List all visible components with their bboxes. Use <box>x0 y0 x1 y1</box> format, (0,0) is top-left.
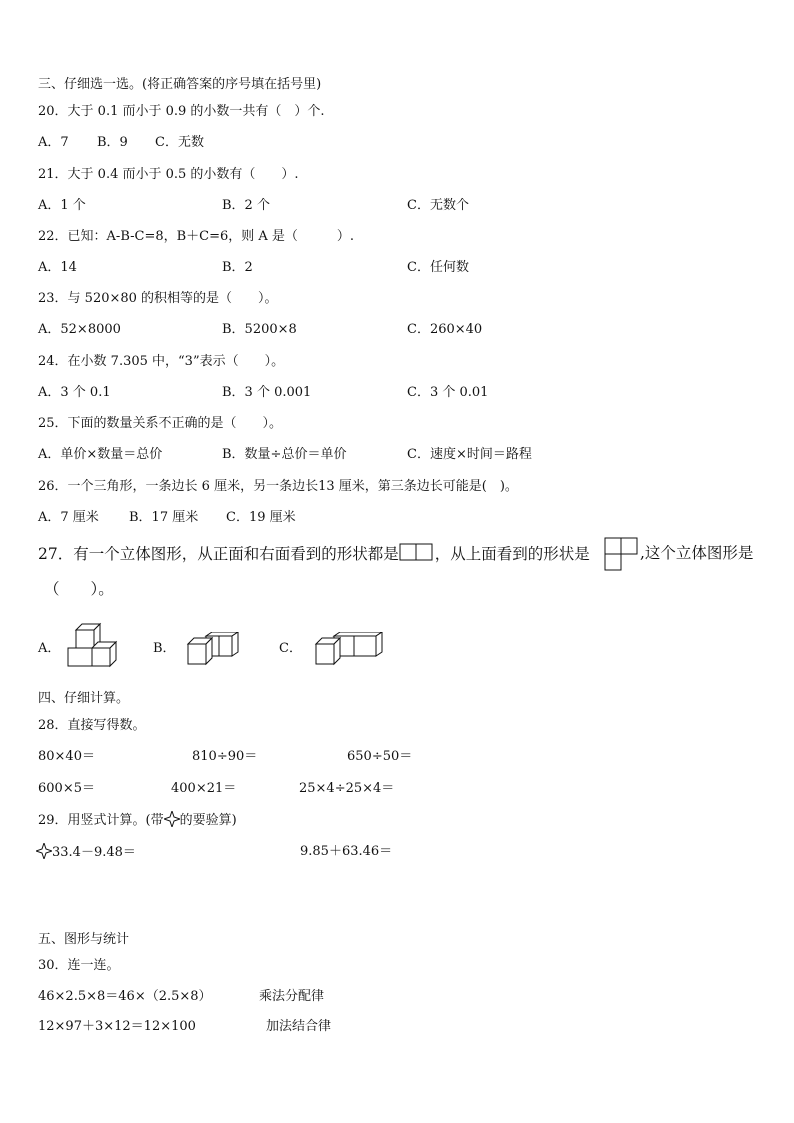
q29-stem-after: 的要验算) <box>179 813 237 828</box>
q23-option-a: A．52×8000 <box>38 322 121 337</box>
q28-item: 650÷50＝ <box>347 749 413 764</box>
q29-item-2: 9.85＋63.46＝ <box>300 844 393 859</box>
q25-option-b: B．数量÷总价＝单价 <box>222 447 347 462</box>
q21-option-b: B．2 个 <box>222 198 270 213</box>
q27-option-a-label: A． <box>38 641 61 656</box>
q27-part4: （ ）。 <box>44 580 114 598</box>
q22-option-a: A．14 <box>38 260 77 275</box>
section5-heading: 五、图形与统计 <box>38 932 130 947</box>
q28-item: 810÷90＝ <box>192 749 258 764</box>
q25-option-c: C．速度×时间＝路程 <box>407 447 532 462</box>
q28-stem: 28．直接写得数。 <box>38 718 146 733</box>
q21-option-a: A．1 个 <box>38 198 86 213</box>
q20-option-b: B．9 <box>97 135 128 150</box>
q27-option-b-label: B． <box>153 641 176 656</box>
q30-left-item: 46×2.5×8＝46×（2.5×8） <box>38 989 212 1004</box>
q27-stem-line <box>38 542 590 568</box>
q26-stem: 26．一个三角形，一条边长 6 厘米，另一条边长13 厘米，第三条边长可能是( )。 <box>38 479 518 494</box>
q27-option-a-figure <box>66 622 120 674</box>
q23-option-c: C．260×40 <box>407 322 483 337</box>
q28-item: 25×4÷25×4＝ <box>299 781 395 796</box>
q24-option-c: C．3 个 0.01 <box>407 385 489 400</box>
q29-item-1 <box>36 843 136 865</box>
q24-stem: 24．在小数 7.305 中，“3”表示（ ）。 <box>38 354 285 369</box>
four-point-star-icon <box>36 843 52 865</box>
q27-part2: ，从上面看到的形状是 <box>434 545 590 563</box>
q24-option-b: B．3 个 0.001 <box>222 385 312 400</box>
q25-option-a: A．单价×数量＝总价 <box>38 447 163 462</box>
q21-option-c: C．无数个 <box>407 198 469 213</box>
q26-option-a: A．7 厘米 <box>38 510 99 525</box>
q30-stem: 30．连一连。 <box>38 958 120 973</box>
q20-stem: 20．大于 0.1 而小于 0.9 的小数一共有（ ）个. <box>38 104 325 119</box>
q20-option-a: A．7 <box>38 135 69 150</box>
section4-heading: 四、仔细计算。 <box>38 691 130 706</box>
q22-option-b: B．2 <box>222 260 253 275</box>
q27-option-c-figure <box>314 632 386 672</box>
q28-item: 80×40＝ <box>38 749 95 764</box>
section3-heading: 三、仔细选一选。(将正确答案的序号填在括号里) <box>38 77 322 92</box>
q27-option-c-label: C． <box>279 641 302 656</box>
q23-option-b: B．5200×8 <box>222 322 297 337</box>
q28-item: 600×5＝ <box>38 781 95 796</box>
q24-option-a: A．3 个 0.1 <box>38 385 111 400</box>
q29-stem-before: 29．用竖式计算。(带 <box>38 813 164 828</box>
q26-option-b: B．17 厘米 <box>129 510 199 525</box>
q27-part1: 27．有一个立体图形，从正面和右面看到的形状都是 <box>38 545 399 563</box>
q27-part3: ,这个立体图形是 <box>640 544 754 562</box>
q22-option-c: C．任何数 <box>407 260 469 275</box>
top-view-shape <box>604 537 640 577</box>
q30-left-item: 12×97＋3×12＝12×100 <box>38 1019 196 1034</box>
q29-item-1-text: 33.4－9.48＝ <box>52 845 136 860</box>
q27-option-b-figure <box>186 632 242 672</box>
q28-item: 400×21＝ <box>171 781 237 796</box>
q23-stem: 23．与 520×80 的积相等的是（ ）。 <box>38 291 278 306</box>
q21-stem: 21．大于 0.4 而小于 0.5 的小数有（ ）. <box>38 167 299 182</box>
q22-stem: 22．已知：A-B-C=8，B＋C=6，则 A 是（ ）. <box>38 229 355 244</box>
q26-option-c: C．19 厘米 <box>226 510 296 525</box>
q29-stem <box>38 811 237 833</box>
four-point-star-icon <box>164 811 180 833</box>
front-view-shape <box>399 542 435 568</box>
q25-stem: 25．下面的数量关系不正确的是（ ）。 <box>38 416 283 431</box>
q30-right-item: 加法结合律 <box>266 1019 332 1034</box>
q20-option-c: C．无数 <box>155 135 204 150</box>
q30-right-item: 乘法分配律 <box>259 989 325 1004</box>
